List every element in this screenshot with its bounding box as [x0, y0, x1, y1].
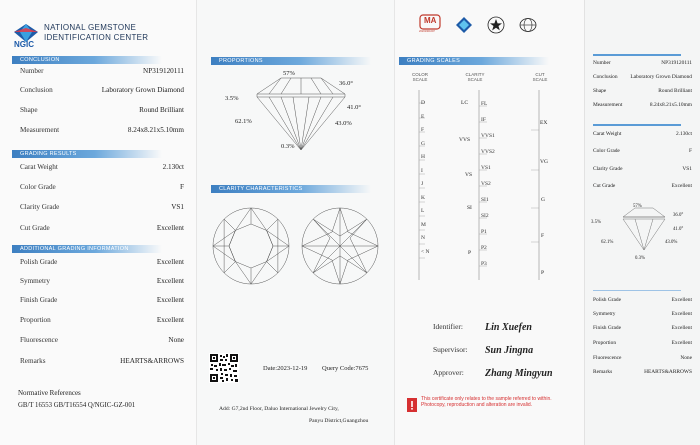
cut-scale-g: G [541, 197, 545, 203]
row-finish [20, 296, 184, 304]
row-fluorescence [20, 336, 184, 344]
value-symmetry: Excellent [156, 277, 184, 285]
label-conclusion: Conclusion [20, 86, 53, 94]
clarity-scale-item: VS1 [481, 165, 491, 171]
label-polish: Polish Grade [20, 258, 58, 266]
panel-stub [584, 0, 700, 445]
address-line1: Add: G7,2nd Floor, Daluo International Jewelry City, [219, 406, 339, 412]
stub-prop-girdle: 62.1% [601, 240, 614, 245]
value-fluorescence: None [168, 336, 184, 344]
stub-value-polish: Excellent [671, 297, 692, 303]
stub-lower-rule [593, 290, 681, 291]
stub-value-symmetry: Excellent [671, 311, 692, 317]
stub-row-number [593, 60, 692, 66]
supervisor-label: Supervisor: [433, 345, 468, 354]
label-proportion: Proportion [20, 316, 51, 324]
stub-value-conclusion: Laboratory Grown Diamond [630, 74, 692, 80]
value-cut: Excellent [156, 224, 184, 232]
row-symmetry [20, 277, 184, 285]
clarity-pavilion-plot [300, 206, 380, 286]
color-scale-item: E [421, 113, 425, 120]
stub-row-remarks [593, 369, 692, 375]
color-scale-item: G [421, 140, 425, 147]
stub-value-clarity: VS1 [682, 166, 692, 172]
date: Date:2023-12-19 [263, 365, 308, 372]
label-color: Color Grade [20, 183, 56, 191]
color-scale-item: < N [421, 248, 430, 255]
color-scale-item: N [421, 235, 425, 241]
section-proportions: PROPORTIONS [211, 57, 371, 65]
proportion-diagram [211, 66, 391, 156]
prop-table: 57% [283, 70, 295, 77]
star-badge-icon [487, 16, 505, 34]
clarity-left-vs: VS [465, 172, 473, 178]
stub-label-proportion: Proportion [593, 340, 617, 346]
stub-row-symmetry [593, 311, 692, 317]
identifier-label: Identifier: [433, 322, 463, 331]
clarity-scale-item: P2 [481, 245, 487, 251]
query-code: Query Code:7675 [322, 365, 369, 372]
ma-badge-text: MA [424, 16, 437, 25]
stub-prop-crown-angle: 36.0° [673, 213, 684, 218]
clarity-crown-plot [211, 206, 291, 286]
clarity-left-p: P [468, 250, 472, 256]
row-number [20, 67, 184, 75]
value-conclusion: Laboratory Grown Diamond [101, 86, 184, 94]
normative-title: Normative References [18, 389, 81, 397]
row-shape [20, 106, 184, 114]
cut-scale-p: P [541, 270, 545, 276]
brand-name-line1: NATIONAL GEMSTONE [44, 23, 137, 32]
color-scale-header: COLOR SCALE [411, 72, 428, 82]
stub-value-carat: 2.130ct [675, 131, 692, 137]
color-scale-item: F [421, 127, 425, 133]
label-carat: Carat Weight [20, 163, 58, 171]
value-polish: Excellent [156, 258, 184, 266]
stub-row-proportion [593, 340, 692, 346]
stub-label-fluorescence: Fluorescence [593, 355, 622, 361]
section-scales: GRADING SCALES [399, 57, 549, 65]
stub-label-shape: Shape [593, 88, 607, 94]
label-finish: Finish Grade [20, 296, 58, 304]
stub-label-number: Number [593, 60, 611, 66]
clarity-scale-item: SI1 [481, 197, 489, 203]
stub-mid-rule [593, 124, 681, 126]
identifier-signature: Lin Xuefen [485, 322, 532, 333]
color-scale-item: H [421, 154, 425, 160]
clarity-scale-item: FL [481, 101, 488, 107]
clarity-left-vvs: VVS [459, 137, 471, 143]
stub-row-carat [593, 131, 692, 137]
stub-label-remarks: Remarks [593, 369, 613, 375]
color-scale [421, 97, 429, 259]
clarity-scale-item: P3 [481, 261, 487, 267]
clarity-scale-item: SI2 [481, 213, 489, 219]
value-measurement: 8.24x8.21x5.10mm [127, 126, 184, 134]
label-shape: Shape [20, 106, 38, 114]
notice-text: This certificate only relates to the sample referred to within. Photocopy, reproduction and alteration are invalid. [421, 396, 552, 408]
stub-prop-pavilion-depth: 43.0% [665, 240, 678, 245]
stub-label-clarity: Clarity Grade [593, 166, 623, 172]
row-remarks [20, 357, 184, 365]
stub-row-fluorescence [593, 355, 692, 361]
stub-label-cut: Cut Grade [593, 183, 616, 189]
row-carat [20, 163, 184, 171]
stub-label-conclusion: Conclusion [593, 74, 618, 80]
value-proportion: Excellent [156, 316, 184, 324]
approver-label: Approver: [433, 368, 464, 377]
clarity-scale-item: VVS2 [481, 149, 495, 155]
gem-badge-icon [455, 16, 473, 34]
clarity-scale-item: P1 [481, 229, 487, 235]
value-shape: Round Brilliant [139, 106, 184, 114]
row-proportion [20, 316, 184, 324]
label-remarks: Remarks [20, 357, 46, 365]
stub-prop-table: 57% [633, 204, 642, 209]
brand-abbr: NGIC [14, 40, 34, 49]
row-color [20, 183, 184, 191]
value-clarity: VS1 [171, 203, 184, 211]
row-polish [20, 258, 184, 266]
clarity-scale-header: CLARITY SCALE [465, 72, 485, 82]
stub-value-measurement: 8.24x8.21x5.10mm [649, 102, 692, 108]
approver-row [433, 368, 553, 379]
clarity-scale [481, 96, 495, 272]
approver-signature: Zhang Mingyun [485, 368, 553, 379]
prop-crown-angle: 36.0° [339, 80, 353, 87]
value-color: F [180, 183, 184, 191]
label-number: Number [20, 67, 44, 75]
stub-value-proportion: Excellent [671, 340, 692, 346]
globe-badge-icon [519, 16, 537, 34]
section-clarity: CLARITY CHARACTERISTICS [211, 185, 371, 193]
value-remarks: HEARTS&ARROWS [120, 357, 184, 365]
supervisor-row [433, 345, 533, 356]
stub-prop-culet: 0.3% [635, 256, 645, 261]
prop-culet: 0.3% [281, 143, 295, 150]
row-clarity [20, 203, 184, 211]
stub-label-finish: Finish Grade [593, 325, 621, 331]
panel-conclusion [0, 0, 196, 445]
stub-value-cut: Excellent [671, 183, 692, 189]
row-measurement [20, 126, 184, 134]
prop-pavilion-angle: 41.0° [347, 104, 361, 111]
stub-row-cut [593, 183, 692, 189]
section-grading-results: GRADING RESULTS [12, 150, 162, 158]
stub-row-finish [593, 325, 692, 331]
prop-pavilion-depth: 43.0% [335, 120, 352, 127]
value-finish: Excellent [156, 296, 184, 304]
identifier-row [433, 322, 532, 333]
label-fluorescence: Fluorescence [20, 336, 58, 344]
color-scale-item: J [421, 181, 424, 187]
stub-prop-crown-height: 3.5% [591, 220, 601, 225]
clarity-scale-item: IF [481, 117, 486, 123]
clarity-left-si: SI [467, 205, 472, 211]
clarity-scale-item: VS2 [481, 181, 491, 187]
stub-value-fluorescence: None [680, 355, 692, 361]
row-conclusion [20, 86, 184, 94]
cut-scale-header: CUT SCALE [532, 72, 548, 82]
row-cut [20, 224, 184, 232]
value-carat: 2.130ct [162, 163, 184, 171]
label-clarity: Clarity Grade [20, 203, 60, 211]
color-scale-item: L [421, 208, 425, 214]
stub-value-number: NP319120111 [661, 60, 692, 66]
color-scale-item: K [421, 194, 425, 201]
stub-row-measurement [593, 102, 692, 108]
stub-value-finish: Excellent [671, 325, 692, 331]
section-additional: ADDITIONAL GRADING INFORMATION [12, 245, 162, 253]
clarity-left-lc: LC [461, 100, 469, 106]
value-number: NP319120111 [143, 67, 184, 75]
color-scale-item: M [421, 221, 426, 228]
panel-proportions [196, 0, 394, 445]
stub-value-remarks: HEARTS&ARROWS [644, 369, 692, 375]
warning-icon [407, 398, 417, 412]
prop-girdle: 62.1% [235, 118, 252, 125]
ma-badge [419, 14, 441, 36]
stub-top-rule [593, 54, 681, 56]
stub-row-polish [593, 297, 692, 303]
stub-label-measurement: Measurement [593, 102, 623, 108]
label-symmetry: Symmetry [20, 277, 50, 285]
section-conclusion: CONCLUSION [12, 56, 162, 64]
stub-label-polish: Polish Grade [593, 297, 621, 303]
qr-code-icon [209, 353, 239, 383]
stub-row-clarity [593, 166, 692, 172]
ma-badge-number: 20201901697 [419, 30, 435, 33]
stub-value-shape: Round Brilliant [658, 88, 692, 94]
stub-row-shape [593, 88, 692, 94]
clarity-scale-item: VVS1 [481, 133, 495, 139]
color-scale-item: D [421, 100, 425, 106]
stub-prop-pavilion-angle: 41.0° [673, 227, 684, 232]
stub-row-color [593, 148, 692, 154]
stub-label-color: Color Grade [593, 148, 620, 154]
stub-value-color: F [689, 148, 692, 154]
stub-row-conclusion [593, 74, 692, 80]
address-line2: Panyu District,Guangzhou [309, 418, 369, 424]
stub-label-symmetry: Symmetry [593, 311, 616, 317]
label-measurement: Measurement [20, 126, 60, 134]
panel-scales [394, 0, 584, 445]
normative-refs: GB/T 16553 GB/T16554 Q/NGIC-GZ-001 [18, 402, 136, 409]
cut-scale-vg: VG [540, 159, 548, 165]
brand-name-line2: IDENTIFICATION CENTER [44, 33, 149, 42]
supervisor-signature: Sun Jingna [485, 345, 534, 356]
color-scale-item: I [421, 167, 423, 174]
stub-label-carat: Carat Weight [593, 131, 622, 137]
cut-scale-ex: EX [540, 120, 548, 126]
prop-crown-height: 3.5% [225, 95, 239, 102]
label-cut: Cut Grade [20, 224, 50, 232]
cut-scale-f: F [541, 233, 545, 239]
accreditation-badges [419, 14, 537, 36]
